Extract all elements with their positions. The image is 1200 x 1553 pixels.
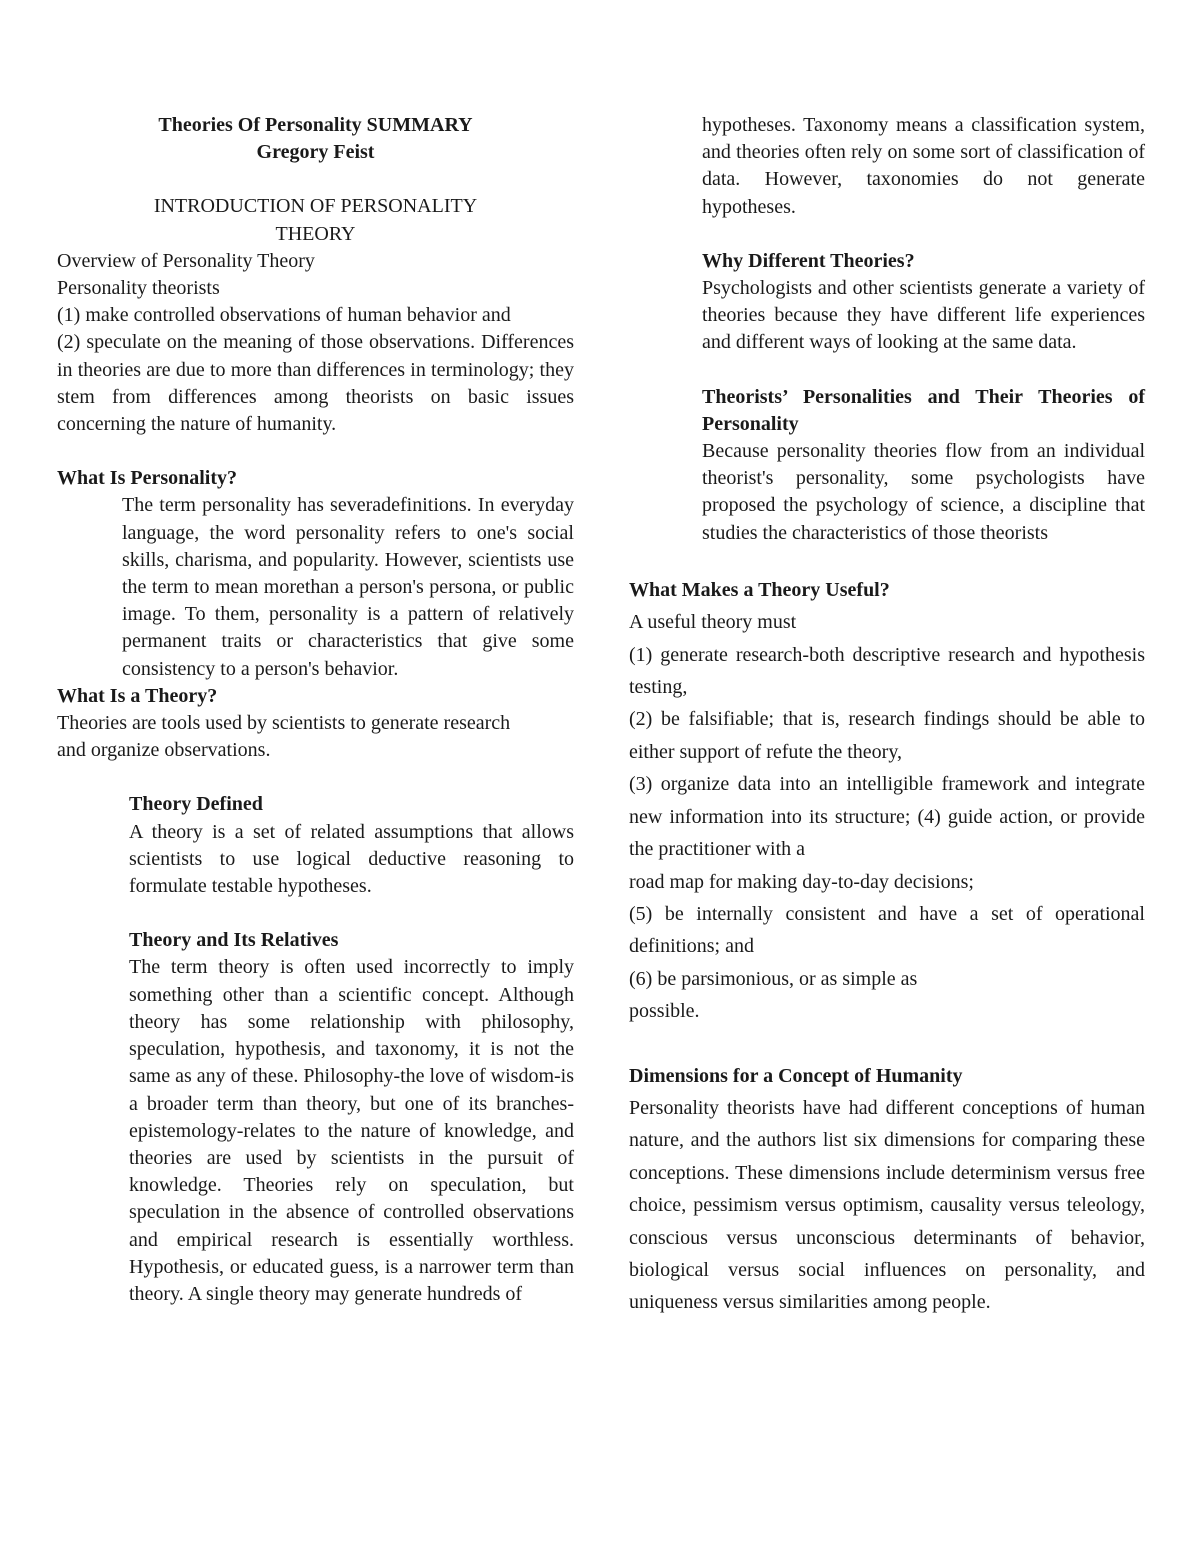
theory-defined-heading: Theory Defined — [129, 793, 263, 816]
useful-section — [629, 574, 1145, 1319]
document-title: Theories Of Personality SUMMARY — [158, 114, 473, 136]
dimensions-body: Personality theorists have had different conceptions of human nature, and the authors list six dimensions for comparing these conceptions. These dimensions include determinism versus free choice, pessimism versus optimism, causality versus teleology, conscious versus unconscious determinants of behavior, biological versus social influences on personality, and uniqueness versus similarities among people. — [629, 1096, 1145, 1314]
what-is-theory-body: Theories are tools used by scientists to generate research and organize observations. — [57, 712, 511, 762]
theory-relatives-heading: Theory and Its Relatives — [129, 929, 339, 952]
overview-label: Overview of Personality Theory — [57, 249, 315, 272]
useful-item-3: (3) organize data into an intelligible framework and integrate new information into its structure; (4) guide action, or provide the practitioner with a — [629, 773, 1145, 861]
theorists-label: Personality theorists — [57, 277, 220, 300]
intro-heading-line1: INTRODUCTION OF PERSONALITY — [153, 195, 478, 218]
useful-heading: What Makes a Theory Useful? — [629, 578, 890, 601]
overview-point-1: (1) make controlled observations of human behavior and — [57, 304, 511, 327]
why-different-heading: Why Different Theories? — [702, 249, 915, 272]
relatives-continuation: hypotheses. Taxonomy means a classification system, and theories often rely on some sort of classification of data. However, taxonomies do not generate hypotheses. — [702, 114, 1145, 218]
dimensions-heading: Dimensions for a Concept of Humanity — [629, 1064, 963, 1087]
what-is-theory-heading: What Is a Theory? — [57, 684, 218, 707]
why-different-body: Psychologists and other scientists generate a variety of theories because they have different life experiences and different ways of looking at the same data. — [702, 277, 1145, 354]
overview-point-2: (2) speculate on the meaning of those observations. Differences in theories are due to more than differences in terminology; they stem from differences among theorists on basic issues concerning the nature of humanity. — [57, 331, 574, 436]
what-is-personality-body: The term personality has severadefinitions. In everyday language, the word personality refers to one's social skills, charisma, and popularity. However, scientists use the term to mean morethan a person's persona, or public image. To them, personality is a pattern of relatively permanent traits or characteristics that give some consistency to a person's behavior. — [122, 494, 574, 680]
useful-item-3b: road map for making day-to-day decisions; — [629, 870, 974, 893]
theorists-personalities-heading: Theorists’ Personalities and Their Theories of Personality — [702, 385, 1145, 435]
theory-relatives-body: The term theory is often used incorrectly to imply something other than a scientific concept. Although theory has some relationship with philosophy, speculation, hypothesis, and taxonomy, it is not the same as any of these. Philosophy-the love of wisdom-is a broader term than theory, but one of its branches-epistemology-relates to the nature of knowledge, and theories are used by scientists in the pursuit of knowledge. Theories rely on speculation, but speculation in the absence of controlled observations and empirical research is essentially worthless. Hypothesis, or educated guess, is a narrower term than theory. A single theory may generate hundreds of — [129, 956, 574, 1305]
theorists-personalities-body: Because personality theories flow from an individual theorist's personality, some psychologists have proposed the psychology of science, a discipline that studies the characteristics of those theorists — [702, 440, 1145, 544]
useful-intro: A useful theory must — [629, 611, 797, 634]
document-author: Gregory Feist — [256, 141, 375, 164]
left-column — [57, 112, 574, 1308]
useful-item-2: (2) be falsifiable; that is, research findings should be able to either support of refute the theory, — [629, 708, 1145, 763]
useful-item-6b: possible. — [629, 1000, 700, 1023]
useful-item-5: (5) be internally consistent and have a set of operational definitions; and — [629, 902, 1145, 958]
useful-item-1: (1) generate research-both descriptive research and hypothesis testing, — [629, 643, 1145, 699]
right-column — [629, 112, 1145, 1319]
theory-defined-body: A theory is a set of related assumptions that allows scientists to use logical deductive reasoning to formulate testable hypotheses. — [129, 820, 574, 898]
useful-item-6: (6) be parsimonious, or as simple as — [629, 967, 918, 990]
intro-heading-line2: THEORY — [275, 222, 356, 245]
what-is-personality-heading: What Is Personality? — [57, 467, 237, 490]
